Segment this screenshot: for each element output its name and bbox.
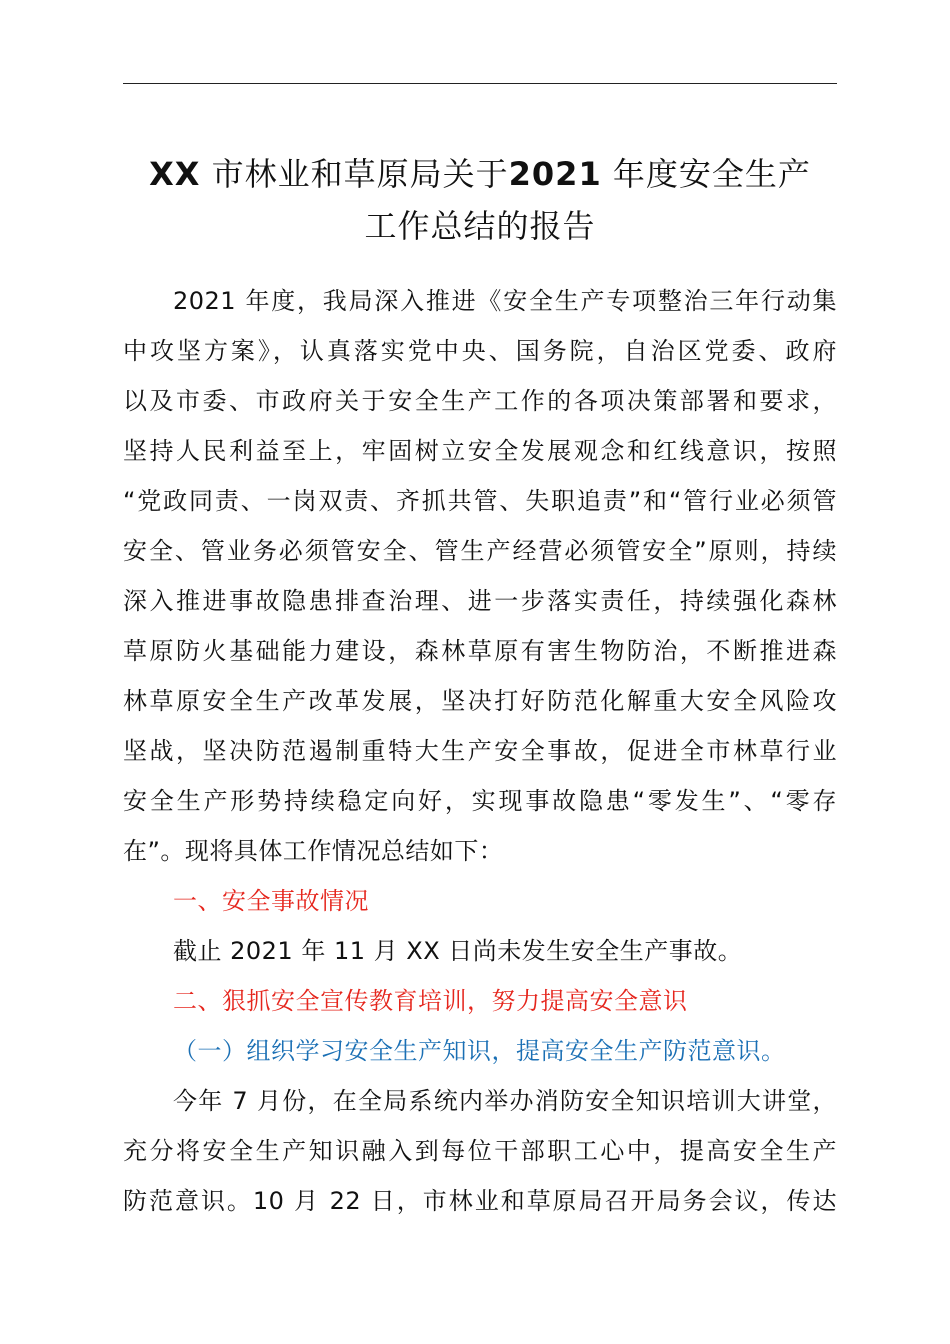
section-1-text: 截止 2021 年 11 月 XX 日尚未发生安全生产事故。 <box>173 937 743 965</box>
intro-line: 在”。现将具体工作情况总结如下： <box>123 837 504 865</box>
subsection-1-heading: （一）组织学习安全生产知识，提高安全生产防范意识。 <box>173 1037 786 1065</box>
intro-line: 林草原安全生产改革发展，坚决打好防范化解重大安全风险攻 <box>123 687 837 715</box>
title-year: 2021 <box>508 155 602 193</box>
subsection-line: 充分将安全生产知识融入到每位干部职工心中，提高安全生产 <box>123 1137 837 1165</box>
title-mid-1: 市林业和草原局关于 <box>211 155 509 193</box>
intro-paragraph <box>123 276 837 876</box>
intro-line: 深入推进事故隐患排查治理、进一步落实责任，持续强化森林 <box>123 587 837 615</box>
intro-line: “党政同责、一岗双责、齐抓共管、失职追责”和“管行业必须管 <box>123 487 837 515</box>
document-body <box>123 276 837 1226</box>
subsection-line: 今年 7 月份，在全局系统内举办消防安全知识培训大讲堂， <box>173 1087 837 1115</box>
subsection-1-paragraph <box>123 1076 837 1226</box>
intro-line: 以及市委、市政府关于安全生产工作的各项决策部署和要求， <box>123 387 837 415</box>
intro-line: 安全、管业务必须管安全、管生产经营必须管安全”原则，持续 <box>123 537 837 565</box>
title-prefix: XX <box>149 155 201 193</box>
header-rule <box>123 83 837 84</box>
subsection-line: 防范意识。10 月 22 日，市林业和草原局召开局务会议，传达 <box>123 1187 837 1215</box>
intro-line: 坚持人民利益至上，牢固树立安全发展观念和红线意识，按照 <box>123 437 837 465</box>
document-title <box>110 148 850 252</box>
title-line-1 <box>110 148 850 200</box>
intro-line: 安全生产形势持续稳定向好，实现事故隐患“零发生”、“零存 <box>123 787 837 815</box>
title-line-2: 工作总结的报告 <box>364 207 596 245</box>
section-2-heading: 二、狠抓安全宣传教育培训，努力提高安全意识 <box>173 987 688 1015</box>
intro-line: 草原防火基础能力建设，森林草原有害生物防治，不断推进森 <box>123 637 837 665</box>
intro-line: 中攻坚方案》，认真落实党中央、国务院，自治区党委、政府 <box>123 337 837 365</box>
intro-line: 坚战，坚决防范遏制重特大生产安全事故，促进全市林草行业 <box>123 737 837 765</box>
title-mid-2: 年度安全生产 <box>612 155 811 193</box>
section-1-heading: 一、安全事故情况 <box>173 887 369 915</box>
intro-line: 2021 年度，我局深入推进《安全生产专项整治三年行动集 <box>173 287 837 315</box>
